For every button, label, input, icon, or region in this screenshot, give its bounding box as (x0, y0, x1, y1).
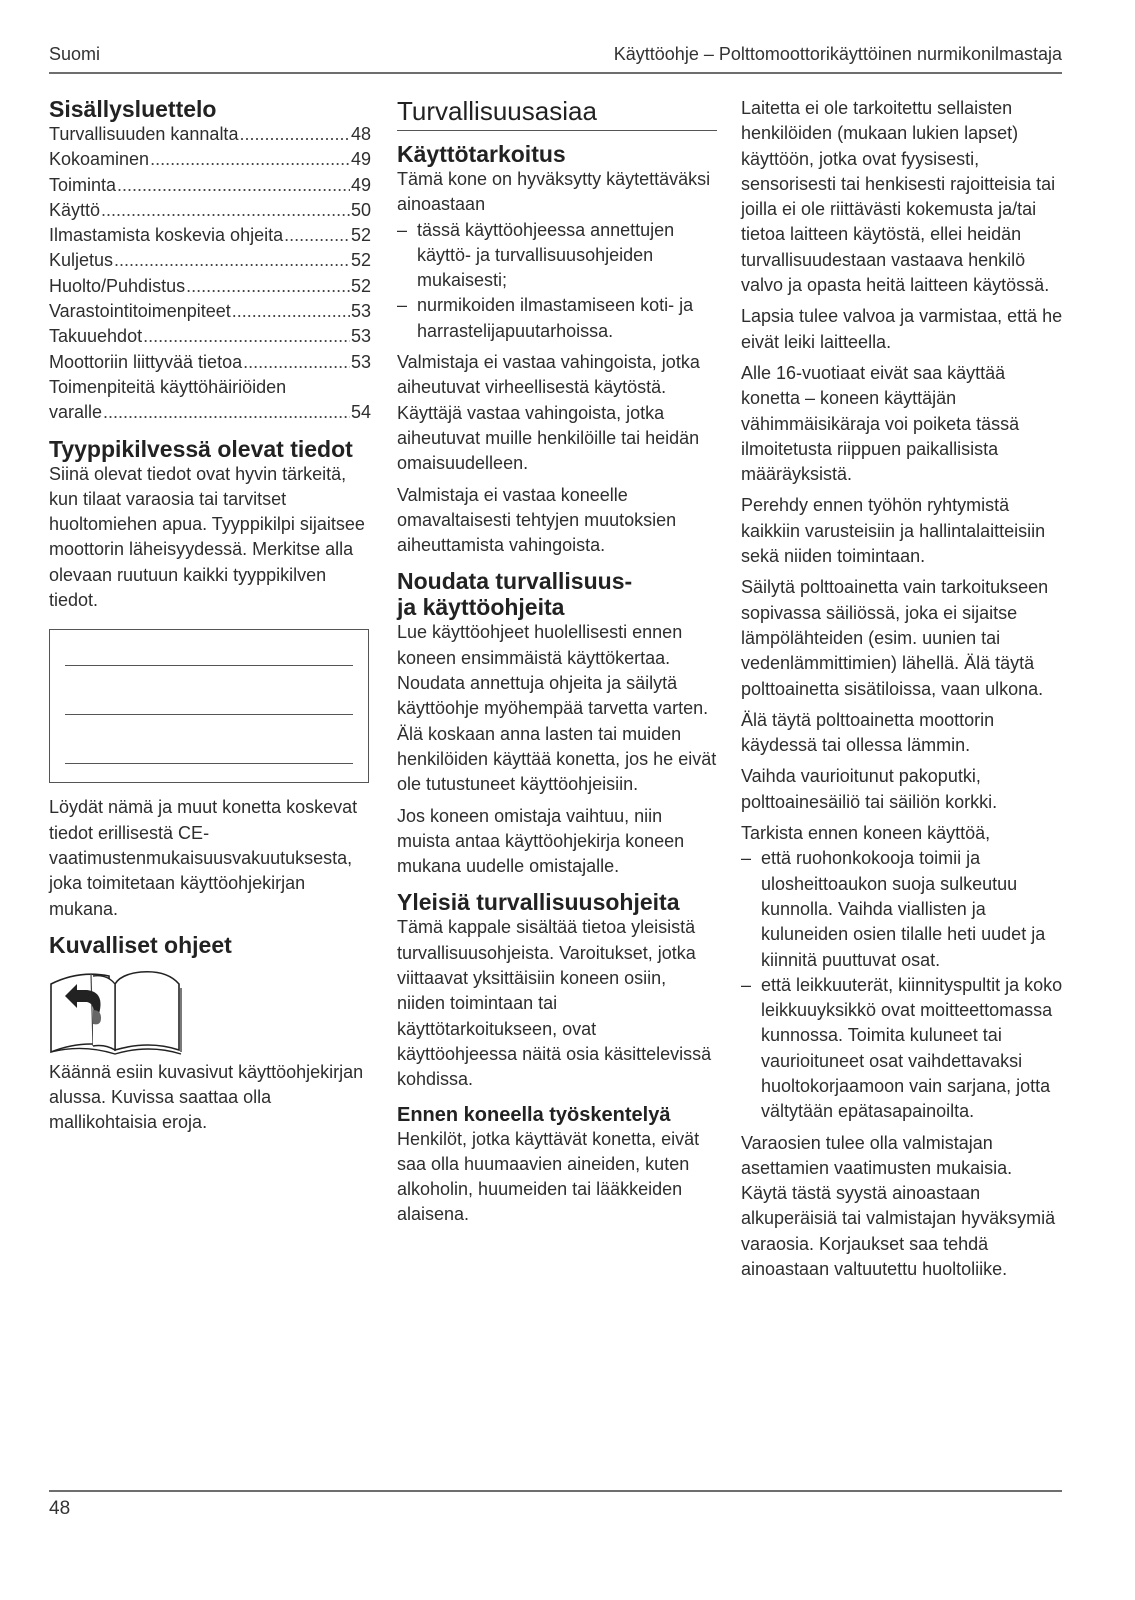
modifications-paragraph: Valmistaja ei vastaa koneelle omavaltaisesti tehtyjen muutoksien aiheuttamista vahingoista. (397, 484, 677, 556)
toc-item[interactable]: Moottoriin liittyvää tietoa ..... 53 (49, 350, 371, 375)
checklist-intro: Tarkista ennen koneen käyttöä, (741, 823, 991, 844)
before-work-heading: Ennen koneella työskentelyä (397, 1103, 671, 1126)
typeplate-heading: Tyyppikilvessä olevat tiedot (49, 435, 353, 462)
toc-item[interactable]: Käyttö ..... 50 (49, 198, 371, 223)
toc-item[interactable]: Toimenpiteitä käyttöhäiriöiden varalle ..... 54 (49, 375, 371, 426)
paragraph: Varaosien tulee olla valmistajan asettamien vaatimusten mukaisia. Käytä tästä syystä ainoastaan alkuperäisiä tai valmistajan hyväksymiä varaosia. Korjaukset saa tehdä ainoastaan valtuutettu huoltoliike. (741, 1132, 1056, 1280)
entry-line[interactable] (65, 763, 353, 764)
entry-line[interactable] (65, 714, 353, 715)
list-item: – tässä käyttöohjeessa annettujen käyttö- ja turvallisuusohjeiden mukaisesti; (397, 219, 675, 291)
header-document-title: Käyttöohje – Polttomoottorikäyttöinen nurmikonilmastaja (613, 44, 1062, 64)
list-item: – että leikkuuterät, kiinnityspultit ja koko leikkuuyksikkö ovat moitteettomassa kunnossa. Toimita kuluneet tai vaurioituneet osat vaihdettavaksi huoltokorjaamoon vain sarjana, jotta vältytään epätasapainoilta. (741, 974, 1063, 1122)
table-of-contents (49, 122, 371, 426)
toc-item[interactable]: Varastointitoimenpiteet ..... 53 (49, 299, 371, 324)
paragraph: Älä täytä polttoainetta moottorin käydessä tai ollessa lämmin. (741, 709, 995, 756)
read-instructions-paragraph: Lue käyttöohjeet huolellisesti ennen koneen ensimmäistä käyttökertaa. Noudata annettuja ohjeita ja säilytä käyttöohje myöhempää tarvetta varten. (397, 622, 709, 719)
list-item: – nurmikoiden ilmastamiseen koti- ja harrastelijapuutarhoissa. (397, 295, 694, 341)
paragraph: Lapsia tulee valvoa ja varmistaa, että he eivät leiki laitteella. (741, 306, 1063, 352)
column-middle (397, 96, 717, 1228)
intended-use-heading: Käyttötarkoitus (397, 141, 566, 167)
header-language: Suomi (49, 44, 101, 64)
toc-item[interactable]: Ilmastamista koskevia ohjeita ..... 52 (49, 223, 371, 248)
follow-instructions-heading: Noudata turvallisuus- ja käyttöohjeita (397, 568, 633, 621)
paragraph: Perehdy ennen työhön ryhtymistä kaikkiin varusteisiin ja hallintalaitteisiin sekä niiden toimintaan. (741, 495, 1046, 567)
paragraph: Laitetta ei ole tarkoitettu sellaisten henkilöiden (mukaan lukien lapset) käyttöön, jotka ovat fyysisesti, sensorisesti tai henkisesti rajoitteisia tai joilla ei ole riittävästi kokemusta ja/tai tietoa laitteen käytöstä, ellei heidän turvallisuudestaan vastaava henkilö valvo ja opasta heitä laitteen käytössä. (741, 98, 1056, 296)
typeplate-text: Siinä olevat tiedot ovat hyvin tärkeitä, kun tilaat varaosia tai tarvitset huoltomiehen apua. Tyyppikilpi sijaitsee moottorin läheisyydessä. Merkitse alla olevaan ruutuun kaikki tyyppikilven tiedot. (49, 463, 365, 611)
toc-item[interactable]: Turvallisuuden kannalta ..... 48 (49, 122, 371, 147)
page-number: 48 (49, 1498, 71, 1519)
section-title: Turvallisuusasiaa (397, 96, 717, 131)
entry-line[interactable] (65, 665, 353, 666)
intended-use-intro: Tämä kone on hyväksytty käytettäväksi ainoastaan (397, 169, 711, 215)
paragraph: Vaihda vaurioitunut pakoputki, polttoainesäiliö tai säiliön korkki. (741, 766, 998, 812)
toc-item[interactable]: Takuuehdot ..... 53 (49, 324, 371, 349)
toc-item[interactable]: Huolto/Puhdistus ..... 52 (49, 274, 371, 299)
children-warning-paragraph: Älä koskaan anna lasten tai muiden henkilöiden käyttää konetta, jos he eivät ole tutustuneet käyttöohjeisiin. (397, 723, 717, 795)
column-right (741, 96, 1063, 1282)
column-left (49, 96, 371, 1136)
toc-item[interactable]: Toiminta ..... 49 (49, 173, 371, 198)
illustrated-heading: Kuvalliset ohjeet (49, 931, 232, 958)
before-work-paragraph: Henkilöt, jotka käyttävät konetta, eivät saa olla huumaavien aineiden, kuten alkoholin, huumeiden tai lääkkeiden alaisena. (397, 1128, 700, 1225)
typeplate-entry-box[interactable] (49, 629, 369, 783)
general-safety-paragraph: Tämä kappale sisältää tietoa yleisistä turvallisuusohjeista. Varoitukset, jotka viittaavat yksittäisiin koneen osiin, niiden toimintaan tai käyttötarkoitukseen, ovat käyttöohjeessa näitä osia käsittelevissä kohdissa. (397, 917, 712, 1090)
ce-note: Löydät nämä ja muut konetta koskevat tiedot erillisestä CE-vaatimustenmukaisuusvakuutuksesta, joka toimitetaan käyttöohjekirjan mukana. (49, 797, 358, 919)
footer-divider (49, 1490, 1062, 1492)
illustrated-text: Käännä esiin kuvasivut käyttöohjekirjan alussa. Kuvissa saattaa olla mallikohtaisia eroja. (49, 1061, 364, 1133)
book-page-turn-icon (49, 966, 184, 1056)
general-safety-heading: Yleisiä turvallisuusohjeita (397, 889, 680, 916)
page-header (49, 44, 1062, 74)
toc-item[interactable]: Kuljetus ..... 52 (49, 248, 371, 273)
paragraph: Säilytä polttoainetta vain tarkoitukseen sopivassa säiliössä, joka ei sijaitse lämpölähteiden (esim. uunien tai vedenlämmittimien) lähellä. Älä täytä polttoainetta sisätiloissa, vaan ulkona. (741, 577, 1049, 699)
list-item: – että ruohonkokooja toimii ja ulosheittoaukon suoja sulkeutuu kunnolla. Vaihda viallisten ja kuluneiden osien tilalle heti uudet ja kiinnitä puuttuvat osat. (741, 848, 1046, 970)
toc-title: Sisällysluettelo (49, 96, 217, 122)
liability-paragraph: Valmistaja ei vastaa vahingoista, jotka aiheutuvat virheellisestä käytöstä. Käyttäjä vastaa vahingoista, jotka aiheutuvat muille henkilöille tai heidän omaisuudelleen. (397, 352, 700, 474)
paragraph: Alle 16-vuotiaat eivät saa käyttää konetta – koneen käyttäjän vähimmäisikäraja voi poiketa tässä ilmoitetusta riippuen paikallisista määräyksistä. (741, 362, 1020, 485)
owner-change-paragraph: Jos koneen omistaja vaihtuu, niin muista antaa käyttöohjekirja koneen mukana uudelle omistajalle. (397, 805, 685, 877)
toc-item[interactable]: Kokoaminen ..... 49 (49, 147, 371, 172)
